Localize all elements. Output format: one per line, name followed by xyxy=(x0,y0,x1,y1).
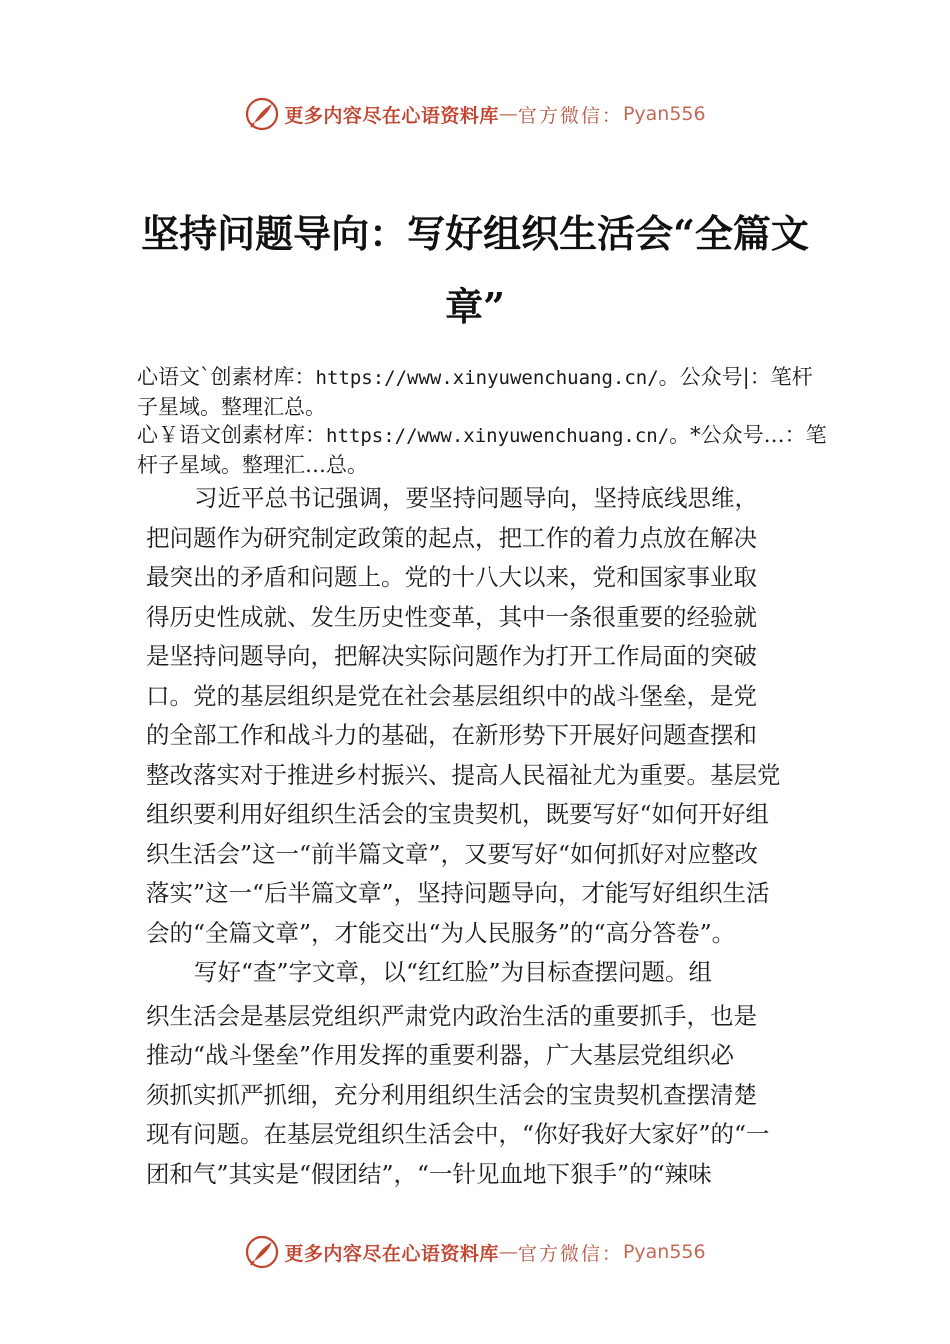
body-line: 团和气”其实是“假团结”，“一针见血地下狠手”的“辣味 xyxy=(146,1160,712,1188)
body-line: 须抓实抓严抓细，充分利用组织生活会的宝贵契机查摆清楚 xyxy=(146,1081,757,1109)
body-line: 织生活会是基层党组织严肃党内政治生活的重要抓手，也是 xyxy=(146,1002,757,1030)
banner-brand: 更多内容尽在心语资料库 xyxy=(284,1242,499,1265)
source-note-2-suffix: 。*公众号…：笔杆子星域。整理汇…总。 xyxy=(137,423,827,477)
body-line: 写好“查”字文章，以“红红脸”为目标查摆问题。组 xyxy=(194,958,713,986)
source-note-2 xyxy=(137,421,827,480)
body-line: 整改落实对于推进乡村振兴、提高人民福祉尤为重要。基层党 xyxy=(146,761,781,789)
body-line: 是坚持问题导向，把解决实际问题作为打开工作局面的突破 xyxy=(146,642,757,670)
body-line: 落实”这一“后半篇文章”，坚持问题导向，才能写好组织生活 xyxy=(146,879,770,907)
document-title-line-1: 坚持问题导向：写好组织生活会“全篇文 xyxy=(141,211,809,256)
banner-wechat-id: Pyan556 xyxy=(622,103,706,125)
quill-logo-icon xyxy=(244,96,280,132)
banner-brand: 更多内容尽在心语资料库 xyxy=(284,104,499,127)
body-line: 得历史性成就、发生历史性变革，其中一条很重要的经验就 xyxy=(146,603,757,631)
source-note-1 xyxy=(137,363,827,422)
footer-banner xyxy=(0,1232,950,1272)
body-line: 会的“全篇文章”，才能交出“为人民服务”的“高分答卷”。 xyxy=(146,919,736,947)
body-line: 最突出的矛盾和问题上。党的十八大以来，党和国家事业取 xyxy=(146,563,757,591)
banner-wechat-id: Pyan556 xyxy=(622,1241,706,1263)
banner-separator: — xyxy=(498,103,518,125)
body-line: 把问题作为研究制定政策的起点，把工作的着力点放在解决 xyxy=(146,524,757,552)
body-line: 推动“战斗堡垒”作用发挥的重要利器，广大基层党组织必 xyxy=(146,1041,735,1069)
body-line: 组织要利用好组织生活会的宝贵契机，既要写好“如何开好组 xyxy=(146,800,770,828)
quill-logo-icon xyxy=(244,1234,280,1270)
banner-separator: — xyxy=(498,1241,518,1263)
body-line: 习近平总书记强调，要坚持问题导向，坚持底线思维， xyxy=(194,484,758,512)
banner-wechat-label: 官方微信： xyxy=(517,104,623,127)
source-note-2-prefix: 心￥语文创素材库： xyxy=(137,423,326,447)
source-note-2-url: https://www.xinyuwenchuang.cn/ xyxy=(326,425,670,447)
body-line: 的全部工作和战斗力的基础，在新形势下开展好问题查摆和 xyxy=(146,721,757,749)
body-line: 口。党的基层组织是党在社会基层组织中的战斗堡垒，是党 xyxy=(146,682,757,710)
source-note-1-url: https://www.xinyuwenchuang.cn/ xyxy=(315,367,659,389)
banner-wechat-label: 官方微信： xyxy=(517,1242,623,1265)
document-title-line-2: 章” xyxy=(445,284,505,329)
header-banner xyxy=(0,94,950,134)
body-line: 织生活会”这一“前半篇文章”，又要写好“如何抓好对应整改 xyxy=(146,840,759,868)
body-line: 现有问题。在基层党组织生活会中，“你好我好大家好”的“一 xyxy=(146,1120,770,1148)
source-note-1-suffix: 。公众号|：笔杆子星域。整理汇总。 xyxy=(137,365,813,419)
source-note-1-prefix: 心语文`创素材库： xyxy=(137,365,316,389)
